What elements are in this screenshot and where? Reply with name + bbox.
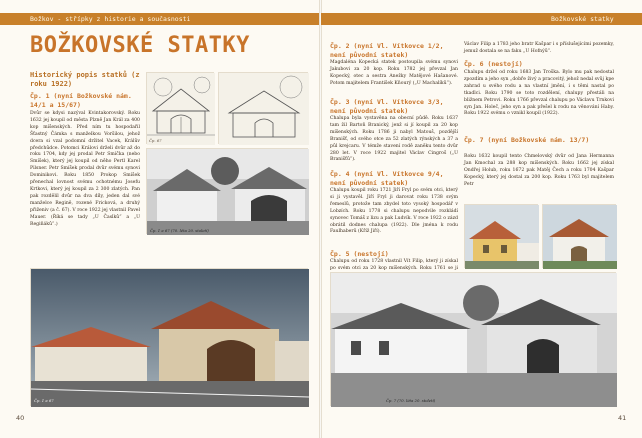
section-text-cp2: Magdaléna Kopecká statek postoupila svému synovi Jakubovi za 20 kop. Roku 1782 jej převzal Jan Kopecký, otec a sestra Anežky Matějové Hašanové. Potom majitelem František Kňourý („U Machalíků“). (330, 60, 458, 86)
section-heading-cp2: Čp. 2 (nyní Vl. Vítkovce 1/2, není původní statek) (330, 42, 444, 59)
photo-white-house (542, 204, 616, 268)
section-text-cp6: Chalupu držel od roku 1683 Jan Troška. Bylo mu pak nedostal zpozdím a jeho syn „dobře živý a pracovitý, jehož nedal svůj kpe zahrad u svého rodu a na vlastní jmění, i s těmi nastal po tkadlci. Roku 1790 se toto rozdělení, chalupy přestáli na bližnem Petrovi. Roku 1766 převzal chalupu po Václavu Trnkovi syn Jan. Holeč, jeho syn a pak přešel k rodu na věnování Haby. Roku 1922 svému o vznikl koupil (1922). (464, 70, 614, 117)
photo-caption-cp7: Čp. 7 (70. léta 20. století) (386, 398, 436, 403)
section-text-cp1: Dvůr se kdysi nazýval Kvintakorovský. Roku 1632 jej koupil od města Plzně Jan Král za 400 kop míšenských. Před ním tu hospodařil Šťastný Čámka s manželkou Voršilou, jehož dcera si vzal podomní držitel Vacek, Králův předchůdce. Potomci Královi drželi dvůr až do roku 1704, kdy jej prodal Petr Smíčka (nebo Smíšek), který jej koupil od něho Pertl Karel Pilsner. Petr Smíšek prodal dvůr svému synovi Dominikovi. Roku 1850 Prokop Smíšek přenechal lovnost svému ochotnému Josefu Krtkovi, který jej koupil za 2 300 zlatých. Pan pak rozdělil dvůr na dva díly, jeden dal své manželce Regině, rozené Fricková, a druhý přiženiv (a č. 67). V roce 1922 jej vlastnil Pavel Mauer. (Říká se tady „U Časlků“ a „U Regiňáků“.) (30, 111, 140, 227)
photo-caption-1: Čp. 67 (149, 138, 162, 143)
section-heading-cp7: Čp. 7 (nyní Božkovské nám. 13/7) (464, 136, 590, 144)
running-title-right: Božkovské statky (551, 15, 614, 23)
photo-cp1-67-bw (146, 148, 308, 234)
photo-yellow-house (464, 204, 538, 268)
section-text-cp4: Chalupu koupil roku 1721 Jiří Fryl po svém otci, který si ji vystavěl. Jiří Fryl ji darovat roku 1738 svým řemeslů, protože tam zbydel toto vysoký hospodář v Lobzích. Roku 1778 si chalupu nepodvile rozkládí synovec Tomáš z lizu a pak Ludvík. V roce 1922 o zázd obrátil dodnes chalupa (1922). Dle jména k rodu Faulhaberů (Kříž Jiří). (330, 188, 458, 235)
section-heading-cp5: Čp. 5 (nestojí) (330, 250, 389, 258)
running-title-left: Božkov - střípky z historie a současnosti (30, 15, 191, 23)
drawing-farmstead (218, 72, 308, 144)
section-heading-cp1: Čp. 1 (nyní Božkovské nám. 14/1 a 15/67) (30, 92, 132, 109)
section-subtitle: Historický popis statků (z roku 1922) (30, 71, 140, 88)
section-text-cp5: Chalupu od roku 1728 vlastnil Vít Filip, který ji získal po svém otci za 20 kop míšenských. Roku 1761 se ji (330, 259, 458, 271)
photo-caption-2: Čp. 1 a 67 (70. léta 20. století) (150, 228, 209, 233)
section-text-cp7: Roku 1632 koupil tento Chmelovský dvůr od Jana Hermanna Jan Kmochal za 288 kop míšenských. Roku 1662 jej získal Ondřej Holub, roku 1672 pak Matěj Čech a roku 1704 Kašpar Kopecký, který jej dostal za 200 kop. Roku 1763 byl majitelem Petr (464, 154, 614, 187)
page-number-left: 40 (16, 414, 25, 422)
section-heading-cp4: Čp. 4 (nyní Vl. Vítkovce 9/4, není původní statek) (330, 170, 444, 187)
section-heading-cp3: Čp. 3 (nyní Vl. Vítkovce 3/3, není původní statek) (330, 98, 444, 115)
section-heading-cp6: Čp. 6 (nestojí) (464, 60, 523, 68)
photo-caption-3: Čp. 1 a 67 (34, 398, 54, 403)
drawing-cp67 (146, 72, 214, 144)
section-text-cp3: Chalupa byla vystavěna na obecní půdě. Roku 1637 tam žil Bartoň Branický, jenž si jí koupil za 20 kop míšenských. Roku 1786 ji nabyl Matouš, pozdější Branišť, od svého otce za 52 zlatých rýnských a 37 a půl krejcaru. V témže stavení rodě zaněku tento dvůr 280 let. V roce 1922 majitel Václav Cingroš („U Branišťů“). (330, 116, 458, 163)
gutter-shadow (319, 0, 322, 438)
photo-cp7-bw (330, 272, 616, 406)
photo-cp1-67-color (30, 268, 308, 406)
section-text-cp5-cont: Václav Filip a 1783 jeho bratr Kašpar i s příslušejícími pozemky, jemuž dostala se na faku „U Hofnýů“. (464, 42, 614, 54)
page-number-right: 41 (618, 414, 627, 422)
page-title: BOŽKOVSKÉ STATKY (30, 33, 250, 58)
